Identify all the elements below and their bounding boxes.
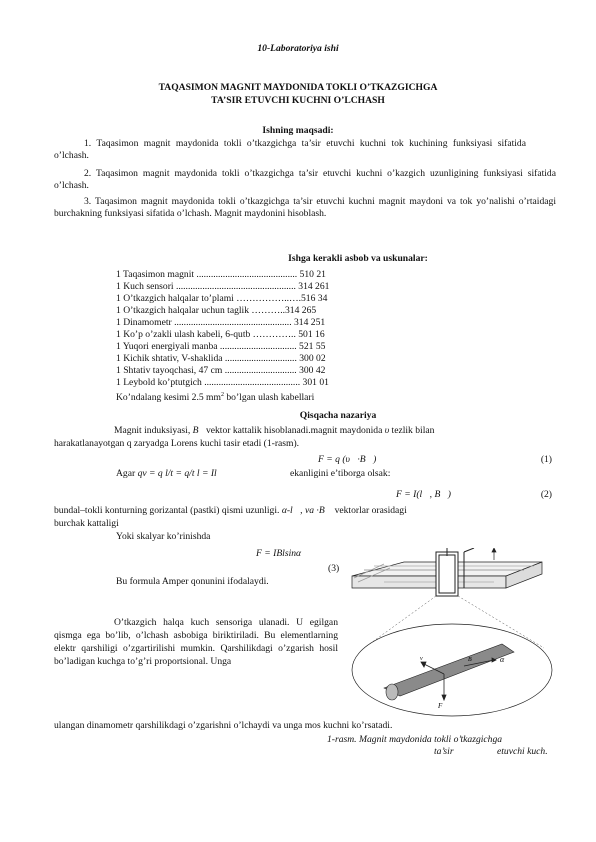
goal-item-3: 3. Taqasimon magnit maydonida tokli o’tkazgichga ta’sir etuvchi kuchni magnit maydoni va tok yo’nalishi o’rtaidagi burchakning funksiyasi sifatida o’lchash. Magnit maydonini hisoblash. <box>54 196 556 219</box>
figure-caption-line-2a: ta’sir <box>434 746 454 757</box>
equation-3-number: (3) <box>328 563 340 574</box>
equation-1: F = q (υ⃗·B⃗) <box>318 454 377 465</box>
equipment-item: 1 Ko’p o’zakli ulash kabeli, 6-qutb ………….. 501 16 <box>116 329 325 340</box>
equipment-heading: Ishga kerakli asbob va uskunalar: <box>288 253 428 264</box>
projection-lines <box>364 596 544 648</box>
main-title-line-2: TA’SIR ETUVCHI KUCHNI O’LCHASH <box>211 95 385 106</box>
equipment-item: 1 Dinamometr ................................................. 314 251 <box>116 317 326 328</box>
theory-paragraph-3: O’tkazgich halqa kuch sensoriga ulanadi. U egilgan qismga ega bo’lib, o’lchash asbobiga biriktiriladi. Bu elementlarning elektr qarshiligi o’zgartirilishi mumkin. Qarshilikdagi o’zgarish hosil bo’ladigan kuchga to’g’ri proportsional. Unga <box>54 617 338 667</box>
theory-paragraph-2: bundal–tokli konturning gorizantal (pastki) qismi uzunligi. α-l⃗, va ·B⃗ vektorlar orasidagi <box>54 505 407 516</box>
equipment-list <box>116 269 436 404</box>
theory-paragraph-3-last: ulangan dinamometr qarshilikdagi o’zgarishni o’lchaydi va unga mos kuchni ko’rsatadi. <box>54 720 393 731</box>
figure-caption-line-1: 1-rasm. Magnit maydonida tokli o’tkazgichga <box>327 734 503 745</box>
equipment-item: 1 O’tkazgich halqalar to’plami ……………..….516 34 <box>116 293 328 304</box>
label-alpha: α <box>500 655 505 664</box>
theory-paragraph-1-line-2: harakatlanayotgan q zaryadga Lorens kuchi tasir etadi (1-rasm). <box>54 438 300 449</box>
figure-conductor-magnet <box>344 548 566 720</box>
label-v: v <box>420 656 423 662</box>
equipment-item: 1 Leybold ko’ptutgich ........................................ 301 01 <box>116 377 329 388</box>
equipment-item: 1 Taqasimon magnit .......................................... 510 21 <box>116 269 326 280</box>
lab-title: 10-Laboratoriya ishi <box>257 43 339 54</box>
scalar-text: Yoki skalyar ko’rinishda <box>116 531 211 542</box>
theory-paragraph-2-line-2: burchak kattaligi <box>54 518 119 529</box>
equipment-item: 1 Yuqori energiyali manba ................................ 521 55 <box>116 341 326 352</box>
equipment-item-cables: Ko’ndalang kesimi 2.5 $mm^2$ bo’lgan ulash kabellari <box>116 392 315 404</box>
equation-2-number: (2) <box>540 489 552 500</box>
equation-1-number: (1) <box>540 454 552 465</box>
equipment-item: 1 O’tkazgich halqalar uchun taglik ………..314 265 <box>116 305 317 316</box>
label-B: B <box>468 657 472 663</box>
goal-item-2: 2. Taqasimon magnit maydonida tokli o’tkazgichga ta’sir etuvchi kuchni o’kazgich uzunligining funksiyasi sifatida o’lchash. <box>54 168 556 191</box>
theory-paragraph-1: Magnit induksiyasi, B⃗vektor kattalik hisoblanadi.magnit maydonida υ tezlik bilan <box>114 425 435 436</box>
figure-caption-line-2b: etuvchi kuch. <box>497 746 548 757</box>
equipment-item: 1 Kuch sensori .................................................. 314 261 <box>116 281 330 292</box>
equation-3: F = IBlsinα <box>256 548 302 559</box>
goal-heading: Ishning maqsadi: <box>262 125 334 136</box>
agar-line: Agar qv = q l/t = q/t l = Il <box>116 468 217 479</box>
label-F: F <box>438 702 443 710</box>
main-title-line-1: TAQASIMON MAGNIT MAYDONIDA TOKLI O’TKAZGICHGA <box>158 82 438 93</box>
equipment-item: 1 Kichik shtativ, V-shaklida .............................. 300 02 <box>116 353 326 364</box>
conductor-rod <box>384 644 514 700</box>
goal-item-1: 1. Taqasimon magnit maydonida tokli o’tkazgichga ta’sir etuvchi kuchni tok kuchining funksiyasi sifatida o’lchash. <box>54 138 526 161</box>
equipment-item: 1 Shtativ tayoqchasi, 47 cm .............................. 300 42 <box>116 365 326 376</box>
theory-heading: Qisqacha nazariya <box>299 410 377 421</box>
agar-text: ekanligini e’tiborga olsak: <box>290 468 391 479</box>
force-arrow-top <box>492 548 496 560</box>
equation-2: F = I(l⃗, B⃗) <box>396 489 451 500</box>
ampere-text: Bu formula Amper qonunini ifodalaydi. <box>116 576 269 587</box>
